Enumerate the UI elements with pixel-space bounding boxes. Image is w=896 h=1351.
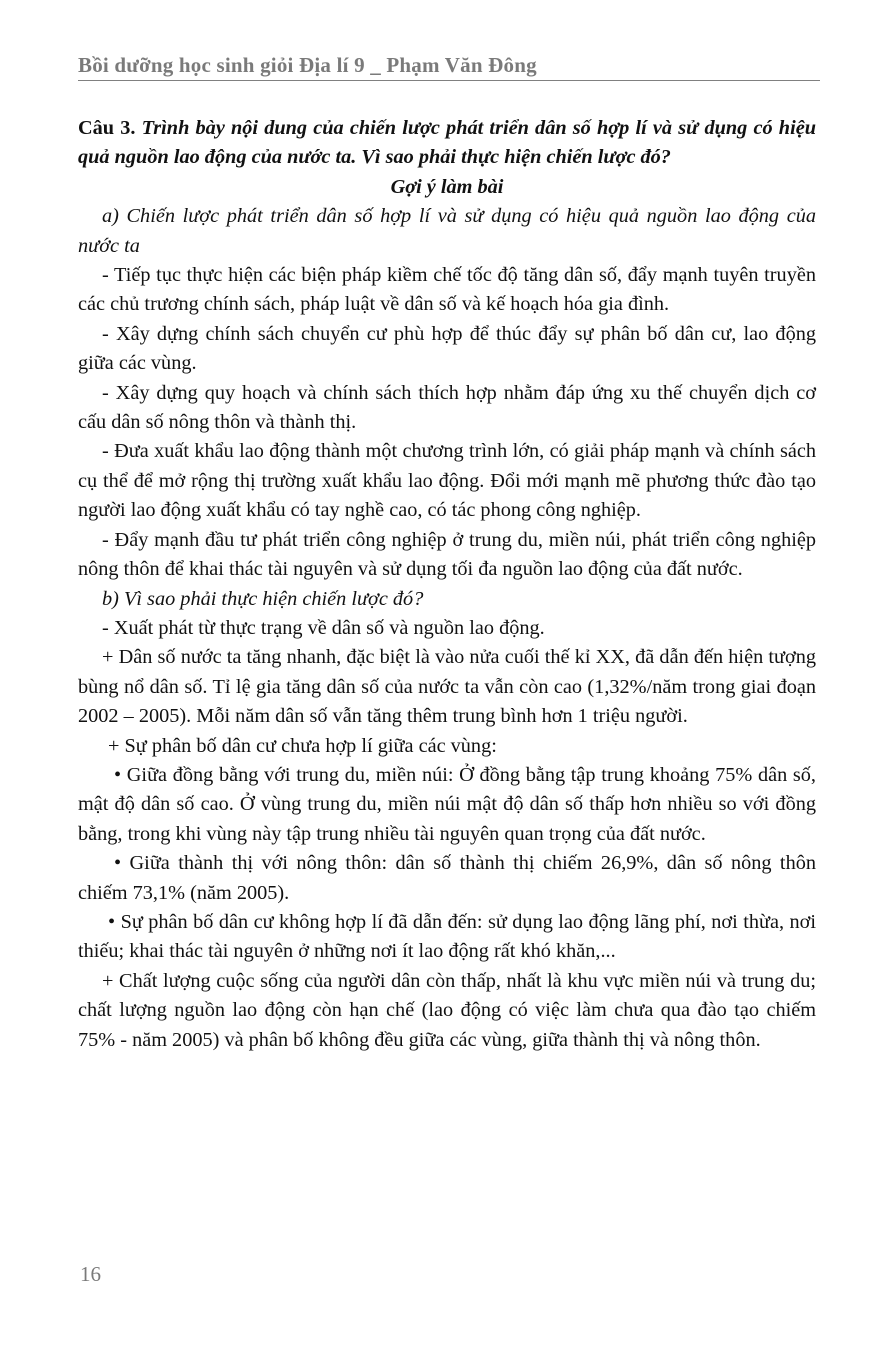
question-label: Câu 3.: [78, 117, 136, 139]
section-a-item: - Đưa xuất khẩu lao động thành một chương trình lớn, có giải pháp mạnh và chính sách cụ thể để mở rộng thị trường xuất khẩu lao động. Đổi mới mạnh mẽ phương thức đào tạo người lao động xuất khẩu có tay nghề cao, có tác phong công nghiệp.: [78, 440, 816, 522]
section-a-item: - Xây dựng quy hoạch và chính sách thích hợp nhằm đáp ứng xu thế chuyển dịch cơ cấu dân số nông thôn và thành thị.: [78, 381, 816, 434]
bullet-text: Sự phân bố dân cư không hợp lí đã dẫn đến: sử dụng lao động lãng phí, nơi thừa, nơi thiếu; khai thác tài nguyên ở những nơi ít lao động rất khó khăn,...: [78, 910, 816, 963]
section-a-item: - Xây dựng chính sách chuyển cư phù hợp để thúc đẩy sự phân bố dân cư, lao động giữa các vùng.: [78, 322, 816, 375]
section-b-point: + Sự phân bố dân cư chưa hợp lí giữa các vùng:: [108, 734, 497, 757]
bullet-text: Giữa đồng bằng với trung du, miền núi: Ở đồng bằng tập trung khoảng 75% dân số, mật độ dân số cao. Ở vùng trung du, miền núi mật độ dân số thấp hơn nhiều so với đồng bằng, trong khi vùng này tập trung nhiều tài nguyên quan trọng của đất nước.: [78, 763, 816, 845]
page-number: 16: [80, 1262, 101, 1286]
running-header: Bồi dưỡng học sinh giỏi Địa lí 9 _ Phạm Văn Đông: [78, 53, 537, 77]
bullet-icon: •: [114, 852, 122, 875]
bullet-item: [78, 761, 816, 849]
section-b-intro: - Xuất phát từ thực trạng về dân số và nguồn lao động.: [102, 616, 545, 639]
section-a-item: - Đẩy mạnh đầu tư phát triển công nghiệp ở trung du, miền núi, phát triển công nghiệp nông thôn để khai thác tài nguyên và sử dụng tối đa nguồn lao động của đất nước.: [78, 528, 816, 581]
section-b-heading: b) Vì sao phải thực hiện chiến lược đó?: [102, 587, 424, 610]
header-divider: [78, 80, 820, 81]
hint-title: Gợi ý làm bài: [390, 175, 504, 198]
question: [78, 114, 816, 173]
page-content: [78, 114, 816, 1055]
section-a-heading: a) Chiến lược phát triển dân số hợp lí và sử dụng có hiệu quả nguồn lao động của nước ta: [78, 205, 816, 257]
bullet-item: [78, 849, 816, 908]
section-a-item: - Tiếp tục thực hiện các biện pháp kiềm chế tốc độ tăng dân số, đẩy mạnh tuyên truyền các chủ trương chính sách, pháp luật về dân số và kế hoạch hóa gia đình.: [78, 264, 816, 316]
question-text: Trình bày nội dung của chiến lược phát triển dân số hợp lí và sử dụng có hiệu quả nguồn lao động của nước ta. Vì sao phải thực hiện chiến lược đó?: [78, 117, 816, 169]
bullet-icon: •: [114, 763, 122, 786]
bullet-item: [78, 908, 816, 967]
section-b-point: + Dân số nước ta tăng nhanh, đặc biệt là vào nửa cuối thế kỉ XX, đã dẫn đến hiện tượng bùng nổ dân số. Tỉ lệ gia tăng dân số của nước ta vẫn còn cao (1,32%/năm trong giai đoạn 2002 – 2005). Mỗi năm dân số vẫn tăng thêm trung bình hơn 1 triệu người.: [78, 646, 816, 728]
bullet-text: Giữa thành thị với nông thôn: dân số thành thị chiếm 26,9%, dân số nông thôn chiếm 73,1% (năm 2005).: [78, 852, 816, 904]
bullet-icon: •: [108, 910, 116, 933]
section-b-point: + Chất lượng cuộc sống của người dân còn thấp, nhất là khu vực miền núi và trung du; chất lượng nguồn lao động còn hạn chế (lao động có việc làm chưa qua đào tạo chiếm 75% - năm 2005) và phân bố không đều giữa các vùng, giữa thành thị và nông thôn.: [78, 969, 816, 1051]
